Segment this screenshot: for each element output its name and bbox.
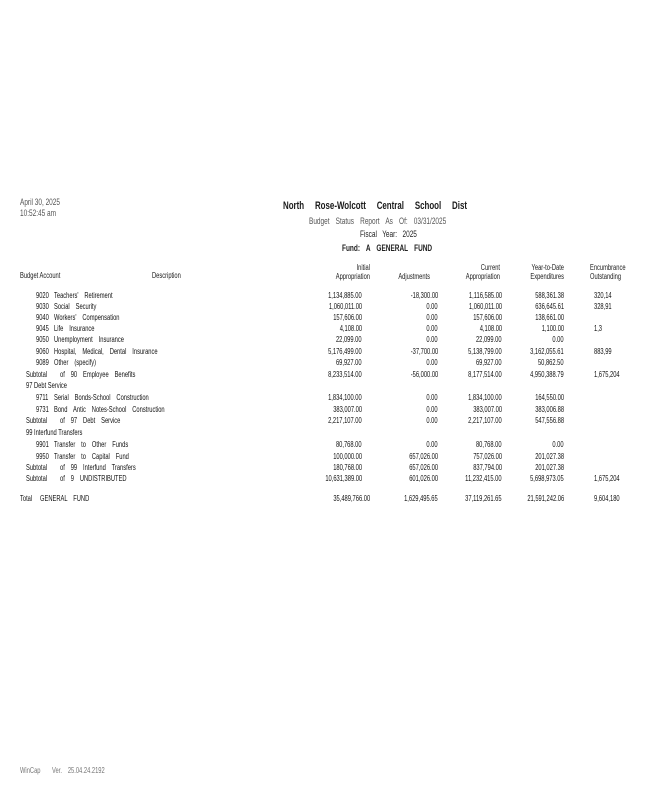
col-adjustments: Adjustments — [398, 272, 430, 281]
col-initial-appropriation: Initial Appropriation — [335, 263, 370, 281]
cell-account: 9045 — [36, 324, 49, 333]
cell-current: 157,606.00 — [473, 313, 502, 322]
cell-account: 9030 — [36, 302, 49, 311]
table-row — [0, 358, 618, 369]
cell-current — [440, 381, 502, 390]
table-row — [0, 313, 618, 324]
cell-adjustments: 0.00 — [426, 393, 438, 402]
cell-adjustments: 601,026.00 — [409, 474, 438, 483]
cell-encumbrance: 1,675,204 — [594, 370, 620, 379]
cell-account: 97 Debt Service — [26, 381, 67, 390]
cell-account: Subtotal — [26, 463, 48, 472]
col-budget-account: Budget Account — [20, 271, 61, 280]
cell-adjustments: -56,000.00 — [410, 370, 438, 379]
cell-adjustments: -37,700.00 — [410, 347, 438, 356]
cell-ytd: 383,006.88 — [535, 405, 564, 414]
table-row — [0, 416, 618, 427]
cell-encumbrance: 883,99 — [594, 347, 612, 356]
cell-adjustments: 0.00 — [426, 405, 438, 414]
col-current-appropriation: Current Appropriation — [465, 263, 500, 281]
cell-ytd: 547,556.88 — [535, 416, 564, 425]
cell-current: 1,834,100.00 — [468, 393, 502, 402]
cell-current: 22,099.00 — [476, 335, 502, 344]
cell-ytd: 5,698,973.05 — [530, 474, 564, 483]
cell-current — [440, 428, 502, 437]
cell-initial: 157,606.00 — [333, 313, 362, 322]
cell-description: Serial Bonds-School Construction — [54, 393, 149, 402]
cell-account: Subtotal — [26, 370, 48, 379]
cell-current: 1,116,585.00 — [468, 291, 502, 300]
cell-initial: 69,927.00 — [336, 358, 362, 367]
total-adjust: 1,629,495.65 — [404, 494, 438, 503]
cell-current: 757,026.00 — [473, 452, 502, 461]
cell-account: 9731 — [36, 405, 49, 414]
cell-adjustments: 0.00 — [426, 324, 438, 333]
cell-description: Workers' Compensation — [54, 313, 120, 322]
report-date: April 30, 2025 — [20, 197, 60, 207]
cell-initial: 80,768.00 — [336, 440, 362, 449]
cell-ytd: 201,027.38 — [535, 463, 564, 472]
table-row — [0, 324, 618, 335]
cell-description: Other (specify) — [54, 358, 97, 367]
cell-current: 11,232,415.00 — [465, 474, 502, 483]
cell-description: of 97 Debt Service — [60, 416, 121, 425]
cell-ytd: 588,361.38 — [535, 291, 564, 300]
cell-initial: 1,060,011.00 — [328, 302, 362, 311]
cell-current: 1,060,011.00 — [468, 302, 502, 311]
cell-ytd: 50,862.50 — [538, 358, 564, 367]
cell-encumbrance: 320,14 — [594, 291, 612, 300]
table-row — [0, 463, 618, 474]
cell-current: 2,217,107.00 — [468, 416, 502, 425]
cell-adjustments: 0.00 — [426, 335, 438, 344]
total-description: GENERAL FUND — [40, 494, 90, 503]
table-row — [0, 405, 618, 416]
cell-ytd: 201,027.38 — [535, 452, 564, 461]
cell-adjustments: 0.00 — [426, 302, 438, 311]
cell-initial: 22,099.00 — [336, 335, 362, 344]
cell-encumbrance: 328,91 — [594, 302, 612, 311]
cell-description: of 90 Employee Benefits — [60, 370, 136, 379]
cell-ytd: 3,162,055.61 — [530, 347, 564, 356]
cell-initial: 4,108.00 — [339, 324, 362, 333]
col-description: Description — [152, 271, 181, 280]
table-row — [0, 370, 618, 381]
cell-current: 80,768.00 — [476, 440, 502, 449]
cell-initial: 1,834,100.00 — [328, 393, 362, 402]
cell-initial: 5,176,499.00 — [328, 347, 362, 356]
cell-current: 69,927.00 — [476, 358, 502, 367]
cell-description: Unemployment Insurance — [54, 335, 124, 344]
table-row — [0, 452, 618, 463]
cell-account: 9020 — [36, 291, 49, 300]
cell-ytd: 0.00 — [552, 335, 564, 344]
report-time: 10:52:45 am — [20, 208, 57, 218]
cell-adjustments — [370, 428, 438, 437]
cell-current: 383,007.00 — [473, 405, 502, 414]
cell-account: 9040 — [36, 313, 49, 322]
report-subtitle: Budget Status Report As Of: 03/31/2025 — [309, 216, 447, 226]
cell-current: 837,794.00 — [473, 463, 502, 472]
cell-current: 5,138,799.00 — [468, 347, 502, 356]
cell-adjustments: 0.00 — [426, 313, 438, 322]
cell-account: 9089 — [36, 358, 49, 367]
table-row — [0, 347, 618, 358]
cell-initial: 100,000.00 — [333, 452, 362, 461]
total-initial: 35,489,766.00 — [333, 494, 370, 503]
cell-encumbrance: 1,3 — [594, 324, 603, 333]
col-ytd-expenditures: Year-to-Date Expenditures — [530, 263, 564, 281]
col-encumbrances: Encumbrance Outstanding — [590, 263, 626, 281]
cell-ytd — [496, 428, 564, 437]
total-enc: 9,604,180 — [594, 494, 620, 503]
cell-adjustments: -18,300.00 — [410, 291, 438, 300]
cell-initial: 10,631,389.00 — [325, 474, 362, 483]
cell-adjustments: 657,026.00 — [409, 463, 438, 472]
table-row — [0, 291, 618, 302]
cell-description: Transfer to Capital Fund — [54, 452, 129, 461]
cell-current: 8,177,514.00 — [468, 370, 502, 379]
table-row — [0, 381, 618, 392]
table-row — [0, 428, 618, 439]
cell-account: Subtotal — [26, 474, 48, 483]
cell-adjustments: 0.00 — [426, 416, 438, 425]
cell-account: 9901 — [36, 440, 49, 449]
cell-ytd: 636,645.61 — [535, 302, 564, 311]
cell-account: 9050 — [36, 335, 49, 344]
total-current: 37,119,261.65 — [465, 494, 502, 503]
cell-description: Teachers' Retirement — [54, 291, 113, 300]
table-row — [0, 440, 618, 451]
cell-description: Life Insurance — [54, 324, 95, 333]
cell-ytd: 138,661.00 — [535, 313, 564, 322]
cell-ytd — [496, 381, 564, 390]
cell-adjustments — [370, 381, 438, 390]
cell-account: Subtotal — [26, 416, 48, 425]
district-name: North Rose-Wolcott Central School Dist — [283, 200, 468, 212]
cell-initial — [290, 381, 362, 390]
cell-initial: 383,007.00 — [333, 405, 362, 414]
cell-ytd: 164,550.00 — [535, 393, 564, 402]
cell-description: Bond Antic Notes-School Construction — [54, 405, 165, 414]
cell-initial: 8,233,514.00 — [328, 370, 362, 379]
cell-description: Transfer to Other Funds — [54, 440, 129, 449]
cell-initial: 2,217,107.00 — [328, 416, 362, 425]
cell-encumbrance: 1,675,204 — [594, 474, 620, 483]
table-row — [0, 335, 618, 346]
table-row — [0, 474, 618, 485]
cell-adjustments: 0.00 — [426, 358, 438, 367]
total-ytd: 21,591,242.06 — [527, 494, 564, 503]
cell-account: 9711 — [36, 393, 49, 402]
cell-ytd: 0.00 — [552, 440, 564, 449]
cell-adjustments: 657,026.00 — [409, 452, 438, 461]
cell-account: 99 Interfund Transfers — [26, 428, 83, 437]
cell-description: of 9 UNDISTRIBUTED — [60, 474, 127, 483]
cell-account: 9060 — [36, 347, 49, 356]
footer-version: Ver. 25.04.24.2192 — [52, 766, 105, 775]
fund-title: Fund: A GENERAL FUND — [342, 243, 433, 253]
cell-current: 4,108.00 — [479, 324, 502, 333]
cell-description: Social Security — [54, 302, 97, 311]
total-label: Total — [20, 494, 33, 503]
cell-account: 9950 — [36, 452, 49, 461]
table-row — [0, 302, 618, 313]
cell-initial: 1,134,885.00 — [328, 291, 362, 300]
cell-initial: 180,768.00 — [333, 463, 362, 472]
cell-ytd: 4,950,388.79 — [530, 370, 564, 379]
fiscal-year: Fiscal Year: 2025 — [360, 229, 417, 239]
cell-adjustments: 0.00 — [426, 440, 438, 449]
cell-description: of 99 Interfund Transfers — [60, 463, 136, 472]
cell-ytd: 1,100.00 — [541, 324, 564, 333]
cell-initial — [290, 428, 362, 437]
table-row — [0, 393, 618, 404]
footer-app: WinCap — [20, 766, 41, 775]
total-row — [0, 494, 618, 505]
cell-description: Hospital, Medical, Dental Insurance — [54, 347, 158, 356]
